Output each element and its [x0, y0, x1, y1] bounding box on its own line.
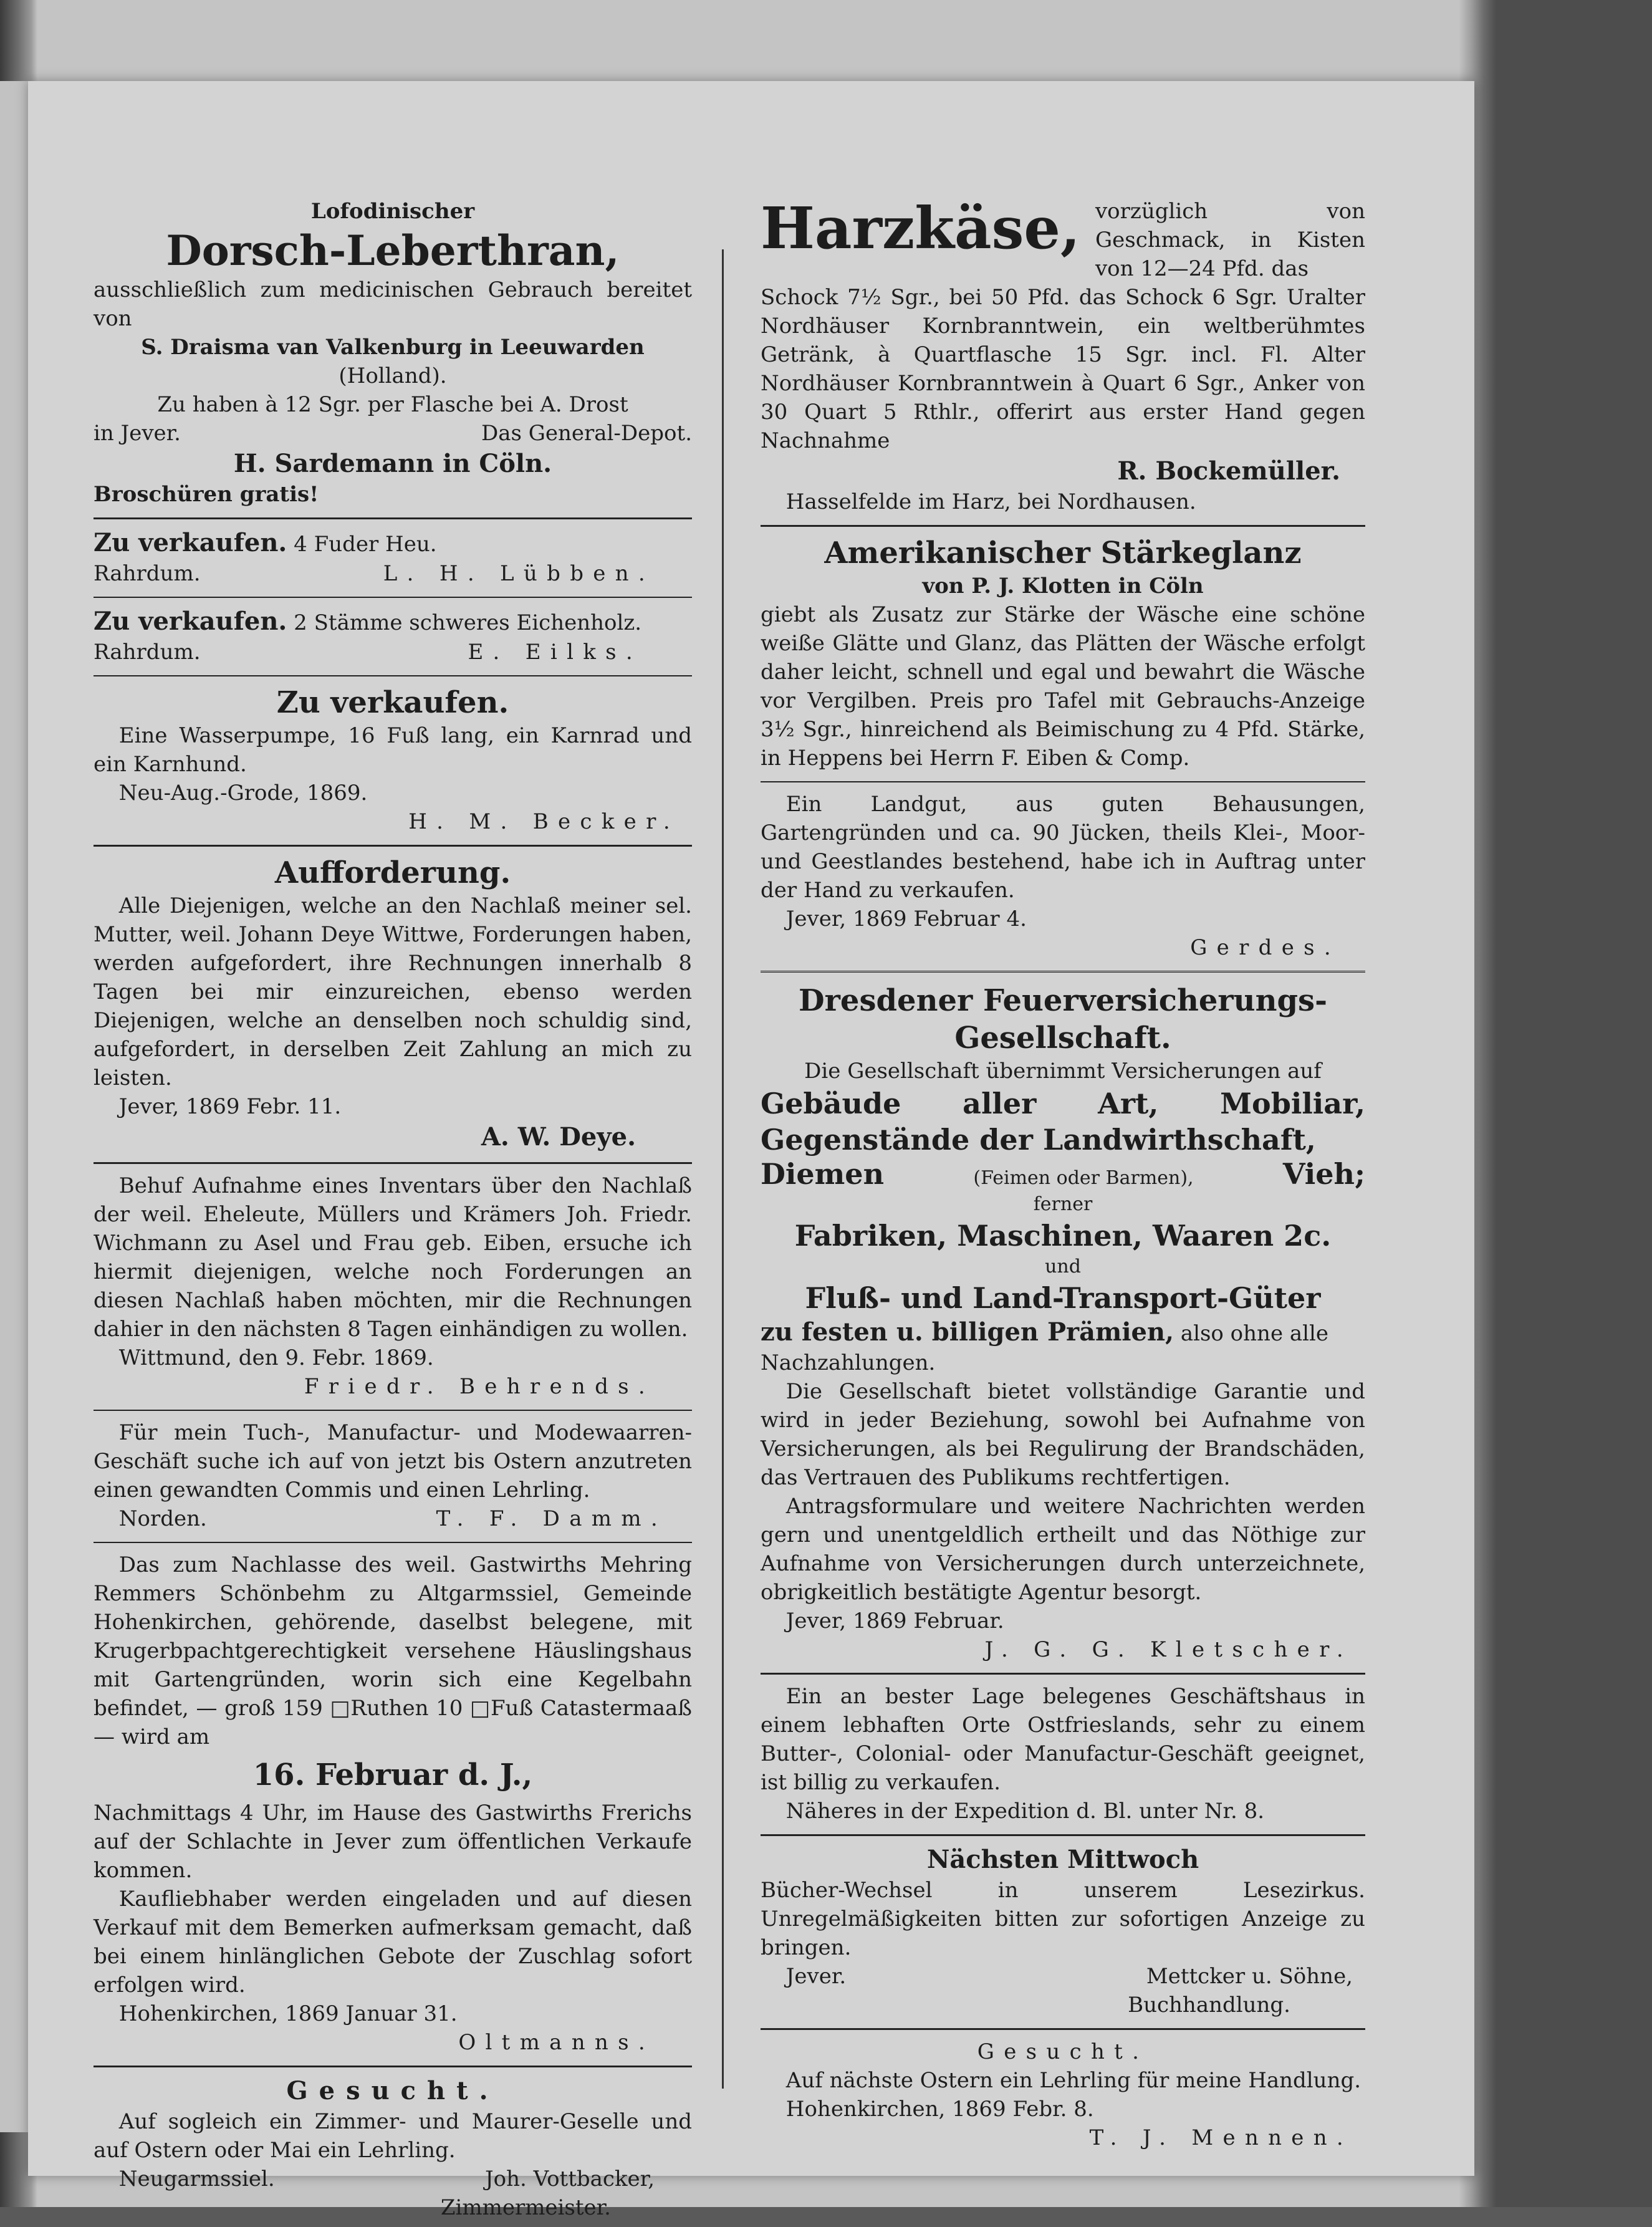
ad-intro: Die Gesellschaft übernimmt Versicherungen auf: [804, 1059, 1322, 1084]
divider: [761, 971, 1365, 974]
ad-staerkeglanz: [761, 531, 1365, 777]
ad-body: Die Gesellschaft bietet vollständige Garantie und wird in jeder Beziehung, sowohl bei Aufnahme von Versicherungen, als bei Regulirung der Brandschäden, das Vertrauen des Publikums rechtfertigen.: [761, 1379, 1365, 1490]
ad-title: Gesucht.: [977, 2039, 1149, 2064]
divider: [761, 2028, 1365, 2030]
ad-title: Amerikanischer Stärkeglanz: [824, 536, 1302, 570]
ad-name: Mettcker u. Söhne,: [1146, 1964, 1353, 1989]
ad-name: T. F. Damm.: [436, 1506, 667, 1531]
divider: [94, 1410, 692, 1411]
ad-body: Behuf Aufnahme eines Inventars über den Nachlaß der weil. Eheleute, Müllers und Krämers Joh. Friedr. Wichmann zu Asel und Frau geb. Eiben, ersuche ich hiermit diejenigen, welche noch Forderungen an diesen Nachlaß haben möchten, mir die Rechnungen dahier in den nächsten 8 Tagen einhändigen zu wollen.: [94, 1173, 692, 1342]
ad-house-auction: [94, 1547, 692, 2062]
ad-body: Für mein Tuch-, Manufactur- und Modewaarren-Geschäft suche ich auf von jetzt bis Ostern anzutreten einen gewandten Commis und einen Lehrling.: [94, 1420, 692, 1503]
ad-name: E. Eilks.: [468, 640, 642, 665]
ad-name: R. Bockemüller.: [1117, 456, 1340, 486]
ad-date: Wittmund, den 9. Febr. 1869.: [118, 1345, 434, 1370]
ad-line: (Holland).: [339, 363, 447, 388]
divider: [94, 517, 692, 519]
right-column: [761, 193, 1365, 2157]
ad-name: Friedr. Behrends.: [304, 1374, 655, 1399]
divider: [94, 597, 692, 598]
ad-aside: (Feimen oder Barmen),: [973, 1167, 1194, 1189]
ad-name: Joh. Vottbacker,: [485, 2167, 655, 2191]
ad-line: Broschüren gratis!: [94, 482, 319, 507]
ad-title: Gesucht.: [286, 2076, 499, 2105]
divider: [94, 1542, 692, 1543]
ad-big-line: Fabriken, Maschinen, Waaren 2c.: [794, 1219, 1332, 1253]
ad-apprentice-cloth: [94, 1415, 692, 1538]
ad-title: Gesellschaft.: [954, 1021, 1171, 1056]
ad-title: Dresdener Feuerversicherungs-: [799, 983, 1327, 1018]
divider: [94, 2066, 692, 2067]
ad-text: 4 Fuder Heu.: [294, 532, 437, 557]
ad-place: Neugarmssiel.: [118, 2167, 275, 2191]
ad-head: Zu verkaufen.: [94, 528, 287, 557]
ad-line: ausschließlich zum medicinischen Gebrauch bereitet von: [94, 277, 692, 331]
ad-date: Hohenkirchen, 1869 Januar 31.: [118, 2001, 458, 2026]
ad-title: Aufforderung.: [274, 855, 511, 890]
ad-name: T. J. Mennen.: [1089, 2125, 1353, 2150]
ad-place: Norden.: [118, 1506, 207, 1531]
ad-body: Kaufliebhaber werden eingeladen und auf diesen Verkauf mit dem Bemerken aufmerksam gemacht, daß bei einem hinlänglichen Gebote der Zuschlag sofort erfolgen wird.: [94, 1887, 692, 1998]
ad-body: Bücher-Wechsel in unserem Lesezirkus. Unregelmäßigkeiten bitten zur sofortigen Anzeige zu bringen.: [761, 1878, 1365, 1960]
ad-place: Rahrdum.: [94, 640, 201, 665]
ad-body: Nachmittags 4 Uhr, im Hause des Gastwirths Frerichs auf der Schlachte in Jever zum öffentlichen Verkaufe kommen.: [94, 1801, 692, 1883]
ad-place: Rahrdum.: [94, 561, 201, 586]
ad-big-line: Fluß- und Land-Transport-Güter: [805, 1281, 1321, 1315]
facing-page-edge: [0, 81, 30, 2132]
ad-byline: von P. J. Klotten in Cöln: [922, 574, 1204, 599]
ad-inventory: [94, 1168, 692, 1406]
ad-dresdener-fire-insurance: [761, 978, 1365, 1669]
ad-body: Antragsformulare und weitere Nachrichten werden gern und unentgeldlich ertheilt und das Nöthige zur Aufnahme von Versicherungen durch unterzeichnete, obrigkeitlich bestätigte Agentur besorgt.: [761, 1494, 1365, 1605]
ad-harzkaese: [761, 193, 1365, 521]
ad-oak-sale: [94, 602, 692, 671]
ad-title: Zu verkaufen.: [276, 685, 509, 720]
ad-line: Zu haben à 12 Sgr. per Flasche bei A. Drost: [157, 392, 628, 417]
ad-body: Ein Landgut, aus guten Behausungen, Gartengründen und ca. 90 Jücken, theils Klei-, Moor- und Geestlandes bestehend, habe ich in Auftrag unter der Hand zu verkaufen.: [761, 792, 1365, 903]
ad-name: H. M. Becker.: [408, 809, 680, 834]
ad-line: S. Draisma van Valkenburg in Leeuwarden: [141, 335, 645, 360]
divider: [94, 1162, 692, 1164]
divider: [761, 1834, 1365, 1836]
left-column: [94, 193, 692, 2227]
ad-date: Jever, 1869 Febr. 11.: [118, 1094, 342, 1119]
column-rule: [722, 249, 724, 2089]
ad-landgut: [761, 786, 1365, 967]
ad-place: Hasselfelde im Harz, bei Nordhausen.: [785, 489, 1196, 514]
ad-body: Das zum Nachlasse des weil. Gastwirths Mehring Remmers Schönbehm zu Altgarmssiel, Gemeinde Hohenkirchen, gehörende, daselbst belegene, mit Krugerbpachtgerechtigkeit versehene Häuslingshaus mit Gartengründen, worin sich eine Kegelbahn befindet, — groß 159 □Ruthen 10 □Fuß Catastermaaß — wird am: [94, 1552, 692, 1749]
ad-date: Neu-Aug.-Grode, 1869.: [118, 781, 368, 806]
ad-body: Ein an bester Lage belegenes Geschäftshaus in einem lebhaften Orte Ostfrieslands, sehr zu einem Butter-, Colonial- oder Manufactur-Geschäft geeignet, ist billig zu verkaufen.: [761, 1684, 1365, 1795]
ad-hay-sale: [94, 523, 692, 593]
ad-head-text: vorzüglich von Geschmack, in Kisten von 12—24 Pfd. das: [1095, 199, 1365, 281]
ad-name: J. G. G. Kletscher.: [984, 1637, 1353, 1662]
ad-date: Jever, 1869 Februar.: [785, 1609, 1004, 1633]
ad-body: giebt als Zusatz zur Stärke der Wäsche eine schöne weiße Glätte und Glanz, das Plätten der Wäsche erfolgt daher leicht, schnell und egal und bewahrt die Wäsche vor Vergilben. Preis pro Tafel mit Gebrauchs-Anzeige 3½ Sgr., hinreichend als Beimischung zu 4 Pfd. Stärke, in Heppens bei Herrn F. Eiben & Comp.: [761, 602, 1365, 771]
ad-body: Auf nächste Ostern ein Lehrling für meine Handlung.: [785, 2068, 1361, 2093]
ad-tail: Näheres in der Expedition d. Bl. unter Nr. 8.: [785, 1799, 1265, 1824]
ad-big-line: Vieh;: [1282, 1157, 1365, 1191]
ad-title: Harzkäse,: [761, 195, 1080, 262]
ad-title: Dorsch-Leberthran,: [166, 226, 620, 275]
ad-big-line: Gebäude aller Art, Mobiliar, Gegenstände der Landwirthschaft,: [761, 1087, 1365, 1157]
ad-name: Gerdes.: [1190, 935, 1340, 960]
ad-line: Das General-Depot.: [481, 421, 692, 446]
divider: [761, 1673, 1365, 1675]
ad-body: Schock 7½ Sgr., bei 50 Pfd. das Schock 6 Sgr. Uralter Nordhäuser Kornbranntwein, ein weltberühmtes Getränk, à Quartflasche 15 Sgr. incl. Fl. Alter Nordhäuser Kornbranntwein à Quart 6 Sgr., Anker von 30 Quart 5 Rthlr., offerirt aus erster Hand gegen Nachnahme: [761, 285, 1365, 453]
ad-date-big: 16. Februar d. J.,: [252, 1758, 533, 1792]
divider: [761, 781, 1365, 782]
ad-connector: und: [1045, 1256, 1081, 1277]
ad-line: H. Sardemann in Cöln.: [233, 449, 552, 478]
ad-name: Oltmanns.: [458, 2030, 655, 2055]
ad-place: Jever.: [785, 1964, 847, 1989]
ad-date: Hohenkirchen, 1869 Febr. 8.: [785, 2097, 1094, 2122]
ad-business-house: [761, 1678, 1365, 1830]
ad-name: L. H. Lübben.: [383, 561, 655, 586]
ad-text: also ohne alle Nachzahlungen.: [761, 1321, 1329, 1375]
ad-head: Zu verkaufen.: [94, 607, 287, 636]
ad-big-line: Diemen: [761, 1157, 885, 1191]
ad-body: Auf sogleich ein Zimmer- und Maurer-Geselle und auf Ostern oder Mai ein Lehrling.: [94, 2109, 692, 2163]
ad-line: in Jever.: [94, 421, 181, 446]
ad-name: A. W. Deye.: [481, 1122, 636, 1152]
divider: [94, 845, 692, 847]
ad-title: Nächsten Mittwoch: [926, 1845, 1199, 1874]
ad-big-line: zu festen u. billigen Prämien,: [761, 1317, 1174, 1347]
ad-cod-liver-oil: [94, 193, 692, 514]
ad-role: Zimmermeister.: [440, 2195, 611, 2220]
ad-pump-sale: [94, 680, 692, 841]
ad-gesucht-journeyman: [94, 2071, 692, 2227]
ad-naechsten-mittwoch: [761, 1840, 1365, 2024]
ad-connector: ferner: [1033, 1193, 1093, 1215]
divider: [761, 525, 1365, 527]
ad-text: 2 Stämme schweres Eichenholz.: [294, 610, 642, 635]
ad-body: Eine Wasserpumpe, 16 Fuß lang, ein Karnrad und ein Karnhund.: [94, 723, 692, 777]
divider: [94, 675, 692, 676]
ad-kicker: Lofodinischer: [310, 199, 475, 224]
ad-date: Jever, 1869 Februar 4.: [785, 907, 1027, 931]
ad-gesucht-apprentice: [761, 2034, 1365, 2157]
ad-aufforderung: [94, 850, 692, 1158]
ad-role: Buchhandlung.: [1128, 1993, 1290, 2018]
ad-body: Alle Diejenigen, welche an den Nachlaß meiner sel. Mutter, weil. Johann Deye Wittwe, Forderungen haben, werden aufgefordert, ihre Rechnungen innerhalb 8 Tagen bei mir einzureichen, ebenso werden Diejenigen, welche an denselben noch schuldig sind, aufgefordert, in derselben Zeit Zahlung an mich zu leisten.: [94, 893, 692, 1090]
